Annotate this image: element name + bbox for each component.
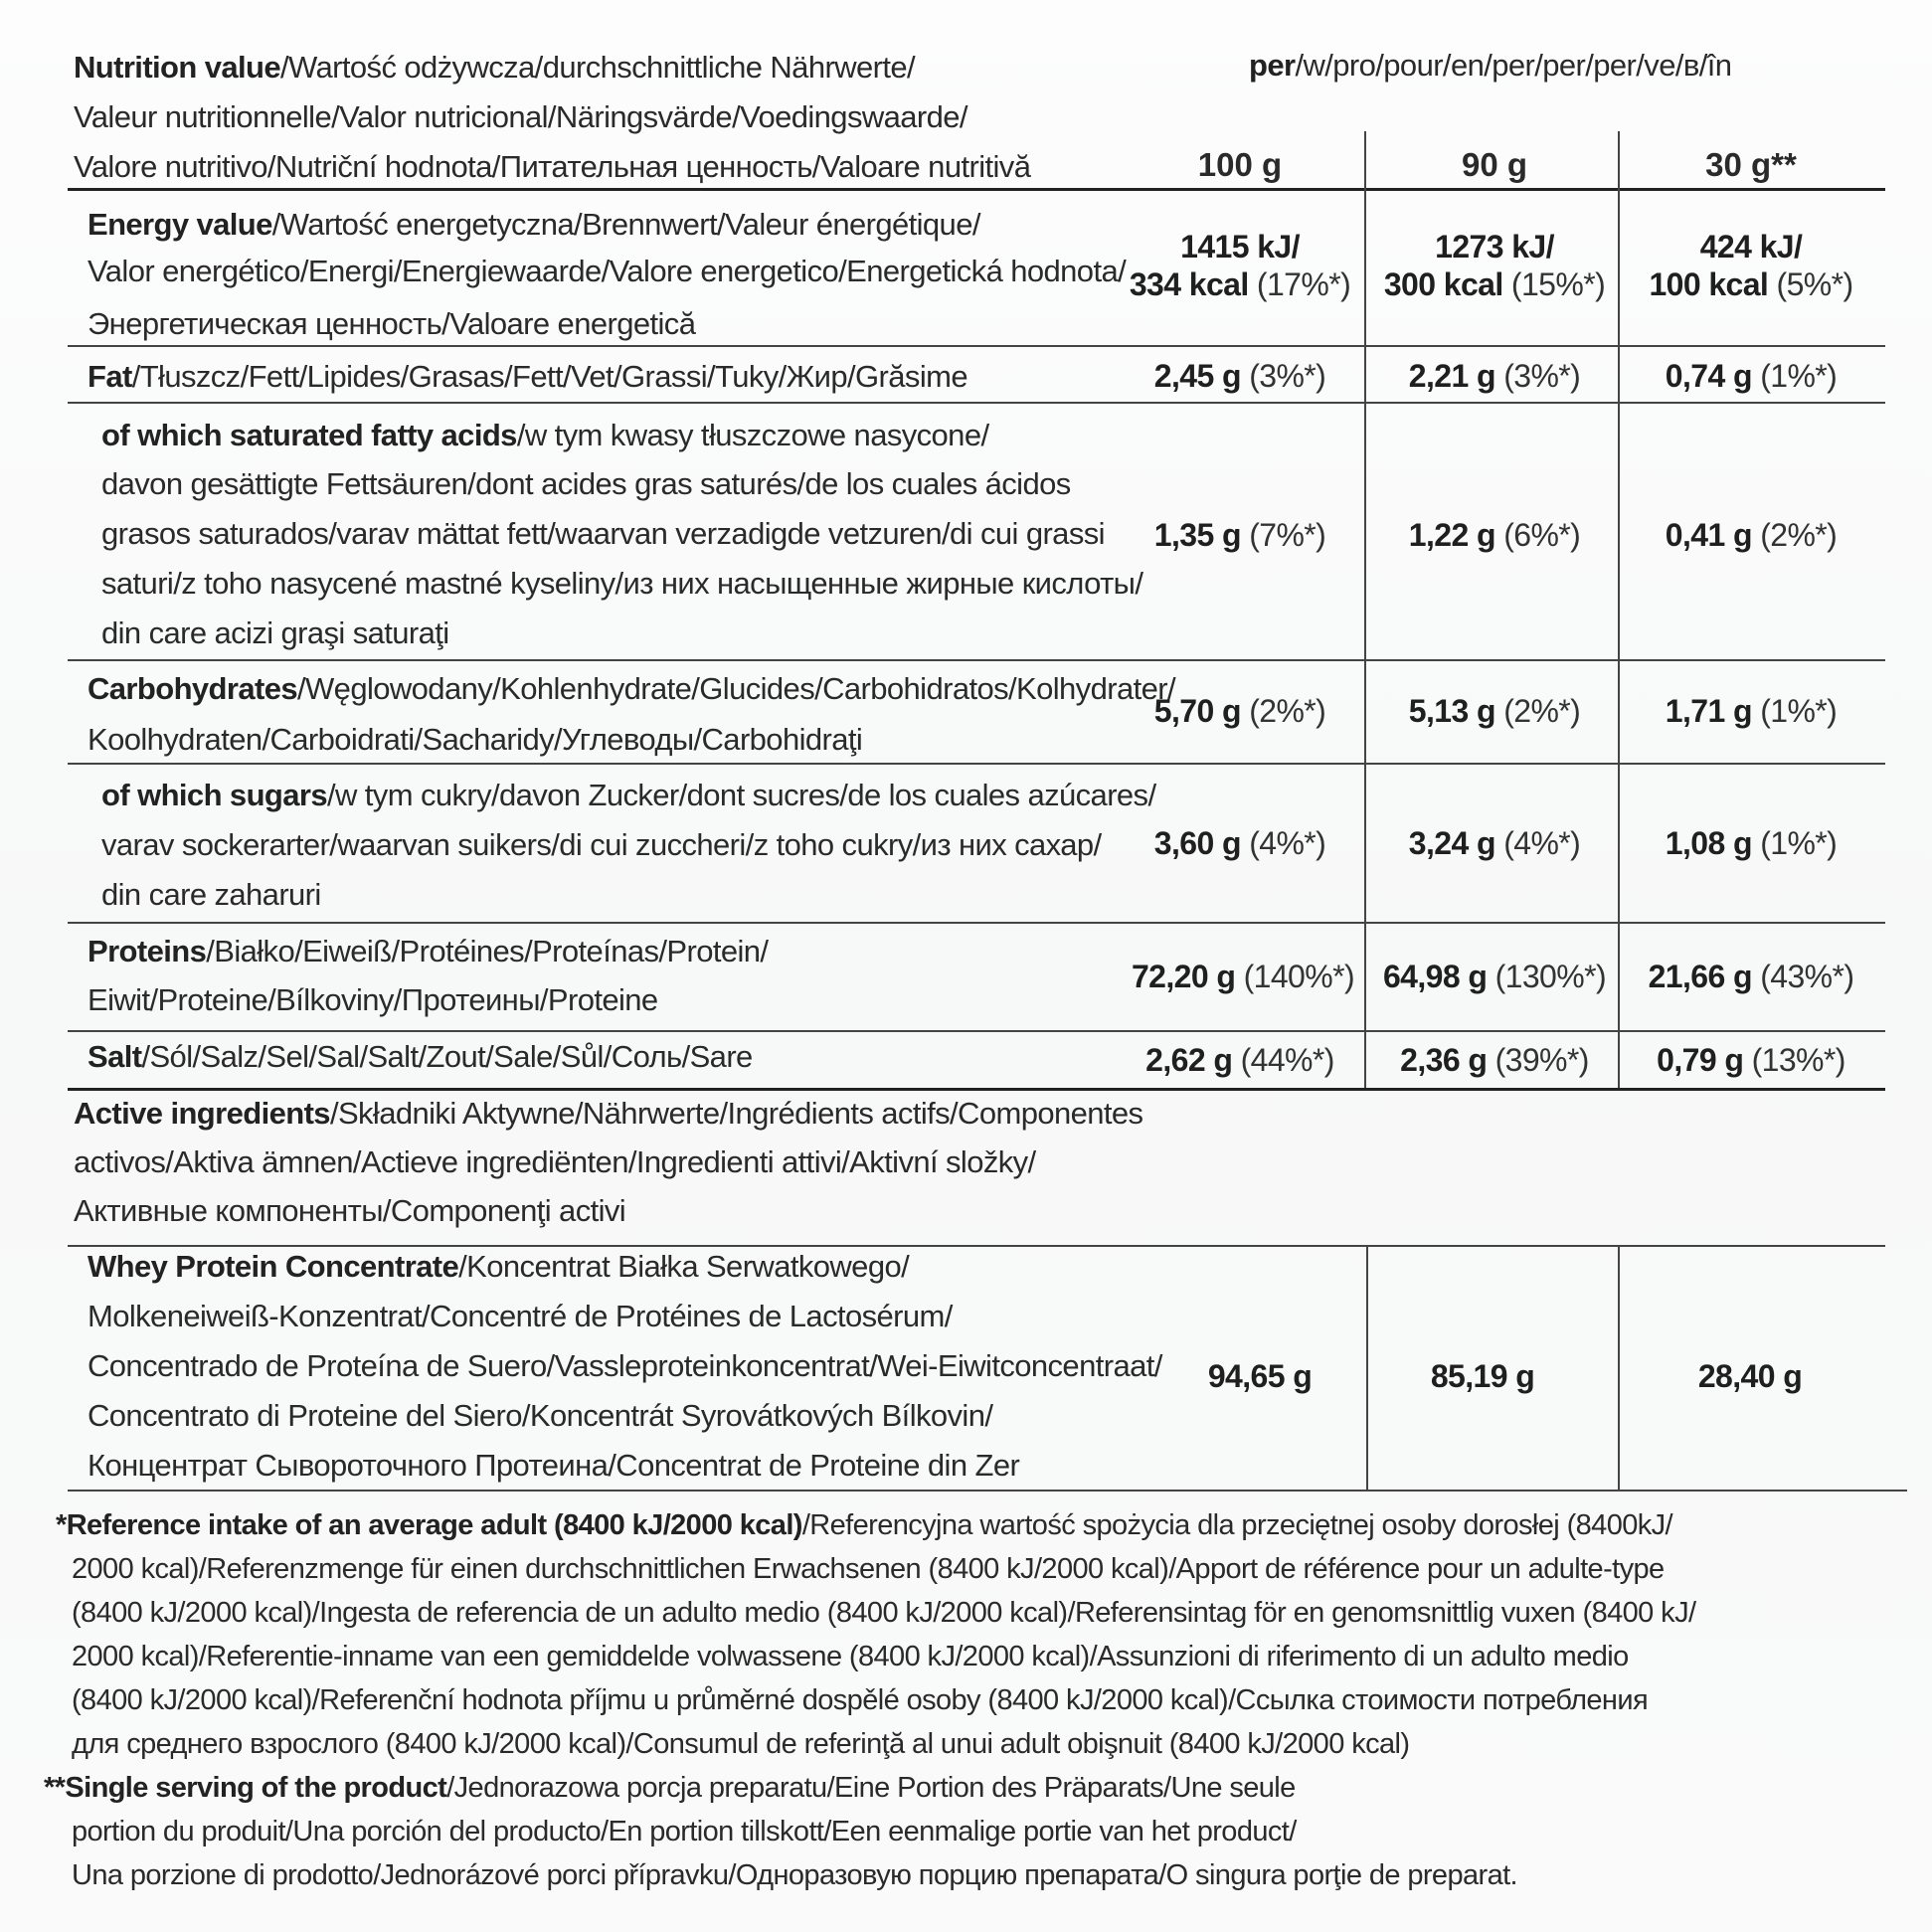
salt-label bbox=[88, 1037, 753, 1077]
fat-100g bbox=[1154, 356, 1325, 396]
carbs-30g bbox=[1666, 691, 1837, 731]
sugars-label-bold: of which sugars bbox=[101, 778, 327, 812]
salt-30g-percent: (13%*) bbox=[1743, 1042, 1845, 1078]
carbs-100g-value: 5,70 g bbox=[1153, 693, 1241, 729]
proteins-90g-value: 64,98 g bbox=[1382, 959, 1488, 994]
sugars-100g bbox=[1154, 823, 1325, 863]
saturated-30g-value: 0,41 g bbox=[1665, 517, 1752, 553]
whey-column-divider-2 bbox=[1618, 1245, 1620, 1490]
column-header-90g: 90 g bbox=[1461, 146, 1528, 183]
fat-30g-value: 0,74 g bbox=[1665, 358, 1752, 394]
whey-30g-value: 28,40 g bbox=[1697, 1358, 1803, 1394]
sugars-30g bbox=[1666, 823, 1837, 863]
saturated-label-line-2: davon gesättigte Fettsäuren/dont acides gras saturés/de los cuales ácidos bbox=[101, 466, 1071, 501]
carbs-100g-percent: (2%*) bbox=[1240, 693, 1326, 729]
fat-label-bold: Fat bbox=[88, 359, 132, 394]
footnote-serving-line-1 bbox=[44, 1767, 1296, 1809]
whey-label-line-2: Molkeneiweiß-Konzentrat/Concentré de Protéines de Lactosérum/ bbox=[88, 1299, 953, 1333]
row-divider-sugars bbox=[68, 922, 1885, 924]
row-divider-carbs bbox=[68, 763, 1885, 765]
sugars-label-line-1 bbox=[101, 776, 1155, 815]
footnote-reference-line-3: (8400 kJ/2000 kcal)/Ingesta de referencia de un adulto medio (8400 kJ/2000 kcal)/Referensintag för en genomsnittlig vuxen (8400 kJ/ bbox=[72, 1597, 1696, 1629]
energy-90g-kcal-value: 300 kcal bbox=[1383, 266, 1503, 302]
energy-100g-kcal bbox=[1130, 264, 1350, 304]
energy-30g-kj-value: 424 kJ/ bbox=[1699, 229, 1803, 264]
fat-100g-value: 2,45 g bbox=[1153, 358, 1241, 394]
footnote-serving-line-3: Una porzione di prodotto/Jednorázové porci přípravku/Одноразовую порцию препарата/O singura porţie de preparat. bbox=[72, 1859, 1518, 1891]
footnote-serving-bold: Single serving of the product bbox=[65, 1772, 447, 1804]
saturated-label-line-3: grasos saturados/varav mättat fett/waarvan verzadigde vetzuren/di cui grassi bbox=[101, 516, 1105, 551]
active-label-line-3: Активные компоненты/Componenţi activi bbox=[74, 1193, 626, 1228]
carbs-30g-value: 1,71 g bbox=[1665, 693, 1752, 729]
whey-30g bbox=[1698, 1356, 1802, 1396]
energy-90g-kcal bbox=[1384, 264, 1605, 304]
salt-100g bbox=[1145, 1040, 1334, 1080]
energy-90g-kj bbox=[1435, 227, 1554, 266]
footnote-reference-line-1 bbox=[56, 1504, 1672, 1546]
fat-90g-value: 2,21 g bbox=[1408, 358, 1495, 394]
proteins-label-line-2: Eiwit/Proteine/Bílkoviny/Протеины/Proteine bbox=[88, 982, 658, 1017]
saturated-label-rest: /w tym kwasy tłuszczowe nasycone/ bbox=[516, 418, 989, 452]
energy-90g-kj-value: 1273 kJ/ bbox=[1435, 229, 1554, 264]
fat-100g-percent: (3%*) bbox=[1240, 358, 1326, 394]
sugars-100g-percent: (4%*) bbox=[1240, 825, 1326, 861]
footnote-reference-line-5: (8400 kJ/2000 kcal)/Referenční hodnota příjmu u průměrné dospělé osoby (8400 kJ/2000 kcal)/Ссылка стоимости потребления bbox=[72, 1684, 1649, 1716]
row-divider-energy bbox=[68, 345, 1885, 347]
proteins-label-rest: /Białko/Eiweiß/Protéines/Proteínas/Protein/ bbox=[206, 934, 769, 968]
per-label bbox=[1249, 46, 1731, 86]
whey-90g-value: 85,19 g bbox=[1430, 1358, 1535, 1394]
per-rest: /w/pro/pour/en/per/per/per/ve/в/în bbox=[1295, 48, 1732, 83]
whey-column-divider-1 bbox=[1366, 1245, 1368, 1490]
column-divider-2 bbox=[1618, 131, 1620, 1088]
whey-label-rest: /Koncentrat Białka Serwatkowego/ bbox=[458, 1249, 910, 1284]
energy-30g-kcal-value: 100 kcal bbox=[1649, 266, 1769, 302]
energy-100g-kj bbox=[1180, 227, 1300, 266]
proteins-100g-percent: (140%*) bbox=[1235, 959, 1355, 994]
carbs-30g-percent: (1%*) bbox=[1751, 693, 1838, 729]
energy-90g-percent: (15%*) bbox=[1502, 266, 1606, 302]
energy-label-line-3: Энергетическая ценность/Valoare energetică bbox=[88, 306, 696, 341]
salt-90g-value: 2,36 g bbox=[1400, 1042, 1488, 1078]
salt-100g-value: 2,62 g bbox=[1145, 1042, 1233, 1078]
saturated-label-line-4: saturi/z toho nasycené mastné kyseliny/из них насыщенные жирные кислоты/ bbox=[101, 566, 1143, 601]
whey-label-line-1 bbox=[88, 1247, 909, 1287]
sugars-90g bbox=[1409, 823, 1580, 863]
proteins-30g-percent: (43%*) bbox=[1751, 959, 1854, 994]
row-divider-salt bbox=[68, 1088, 1885, 1091]
footnote-reference-star: * bbox=[56, 1509, 67, 1541]
footnote-serving-rest: /Jednorazowa porcja preparatu/Eine Portion des Präparats/Une seule bbox=[446, 1772, 1296, 1804]
fat-90g bbox=[1409, 356, 1580, 396]
carbs-label-rest: /Węglowodany/Kohlenhydrate/Glucides/Carbohidratos/Kolhydrater/ bbox=[297, 671, 1175, 706]
saturated-90g-percent: (6%*) bbox=[1494, 517, 1581, 553]
sugars-label-line-3: din care zaharuri bbox=[101, 877, 321, 912]
row-divider-saturated bbox=[68, 659, 1885, 661]
footnote-serving-star: ** bbox=[44, 1772, 66, 1804]
carbs-label-line-1 bbox=[88, 669, 1175, 709]
whey-100g bbox=[1208, 1356, 1312, 1396]
sugars-30g-percent: (1%*) bbox=[1751, 825, 1838, 861]
active-label-rest: /Składniki Aktywne/Nährwerte/Ingrédients actifs/Componentes bbox=[329, 1096, 1143, 1131]
footnote-serving-line-2: portion du produit/Una porción del producto/En portion tillskott/Een eenmalige portie van het product/ bbox=[72, 1816, 1297, 1847]
saturated-100g bbox=[1154, 515, 1325, 555]
sugars-label-line-2: varav sockerarter/waarvan suikers/di cui zuccheri/z toho cukry/из них сахар/ bbox=[101, 827, 1102, 862]
sugars-90g-percent: (4%*) bbox=[1494, 825, 1581, 861]
active-label-line-2: activos/Aktiva ämnen/Actieve ingrediënten/Ingredienti attivi/Aktivní složky/ bbox=[74, 1144, 1036, 1179]
salt-100g-percent: (44%*) bbox=[1232, 1042, 1334, 1078]
footnote-reference-rest: /Referencyjna wartość spożycia dla przeciętnej osoby dorosłej (8400kJ/ bbox=[801, 1509, 1673, 1541]
whey-label-bold: Whey Protein Concentrate bbox=[88, 1249, 459, 1284]
row-divider-proteins bbox=[68, 1030, 1885, 1032]
salt-90g-percent: (39%*) bbox=[1487, 1042, 1589, 1078]
proteins-30g-value: 21,66 g bbox=[1648, 959, 1752, 994]
active-label-bold: Active ingredients bbox=[74, 1096, 330, 1131]
carbs-90g-value: 5,13 g bbox=[1408, 693, 1495, 729]
sugars-label-rest: /w tym cukry/davon Zucker/dont sucres/de los cuales azúcares/ bbox=[326, 778, 1156, 812]
column-header-100g: 100 g bbox=[1197, 146, 1283, 183]
saturated-30g bbox=[1666, 515, 1837, 555]
header-title-bold: Nutrition value bbox=[74, 50, 281, 85]
proteins-label-line-1 bbox=[88, 932, 768, 971]
footnote-reference-line-4: 2000 kcal)/Referentie-inname van een gemiddelde volwassene (8400 kJ/2000 kcal)/Assunzioni di riferimento di un adulto medio bbox=[72, 1641, 1629, 1672]
salt-90g bbox=[1400, 1040, 1589, 1080]
saturated-90g bbox=[1409, 515, 1580, 555]
footnote-reference-line-6: для среднего взрослого (8400 kJ/2000 kcal)/Consumul de referinţă al unui adult obişnuit (8400 kJ/2000 kcal) bbox=[72, 1728, 1410, 1760]
energy-30g-kcal bbox=[1649, 264, 1852, 304]
sugars-100g-value: 3,60 g bbox=[1153, 825, 1241, 861]
salt-label-bold: Salt bbox=[88, 1039, 142, 1074]
energy-label-rest: /Wartość energetyczna/Brennwert/Valeur énergétique/ bbox=[271, 207, 980, 242]
footnote-reference-line-2: 2000 kcal)/Referenzmenge für einen durchschnittlichen Erwachsenen (8400 kJ/2000 kcal)/Apport de référence pour un adulte-type bbox=[72, 1553, 1665, 1585]
proteins-100g bbox=[1132, 957, 1354, 996]
energy-100g-percent: (17%*) bbox=[1248, 266, 1351, 302]
whey-label-line-4: Concentrato di Proteine del Siero/Koncentrát Syrovátkových Bílkovin/ bbox=[88, 1398, 993, 1433]
whey-100g-value: 94,65 g bbox=[1207, 1358, 1313, 1394]
saturated-label-line-1 bbox=[101, 416, 988, 455]
saturated-label-line-5: din care acizi graşi saturaţi bbox=[101, 615, 449, 650]
column-header-30g: 30 g** bbox=[1705, 146, 1797, 183]
table-header-rule bbox=[68, 188, 1885, 191]
fat-label bbox=[88, 357, 967, 397]
row-divider-active bbox=[68, 1245, 1885, 1247]
fat-30g-percent: (1%*) bbox=[1751, 358, 1838, 394]
energy-30g-percent: (5%*) bbox=[1768, 266, 1853, 302]
row-divider-fat bbox=[68, 402, 1885, 404]
column-divider-1 bbox=[1364, 131, 1366, 1088]
whey-label-line-3: Concentrado de Proteína de Suero/Vassleproteinkoncentrat/Wei-Eiwitconcentraat/ bbox=[88, 1348, 1162, 1383]
fat-label-rest: /Tłuszcz/Fett/Lipides/Grasas/Fett/Vet/Grassi/Tuky/Жир/Grăsime bbox=[131, 359, 967, 394]
footnote-reference-bold: Reference intake of an average adult (8400 kJ/2000 kcal) bbox=[66, 1509, 802, 1541]
per-bold: per bbox=[1249, 48, 1296, 83]
proteins-90g bbox=[1383, 957, 1606, 996]
table-bottom-rule bbox=[68, 1490, 1907, 1492]
energy-100g-kj-value: 1415 kJ/ bbox=[1180, 229, 1300, 264]
saturated-30g-percent: (2%*) bbox=[1751, 517, 1838, 553]
header-title-line-1 bbox=[74, 48, 915, 88]
energy-label-line-1 bbox=[88, 205, 980, 245]
carbs-label-line-2: Koolhydraten/Carboidrati/Sacharidy/Углеводы/Carbohidraţi bbox=[88, 722, 863, 757]
saturated-label-bold: of which saturated fatty acids bbox=[101, 418, 517, 452]
energy-100g-kcal-value: 334 kcal bbox=[1129, 266, 1249, 302]
header-title-rest: /Wartość odżywcza/durchschnittliche Nährwerte/ bbox=[280, 50, 916, 85]
salt-label-rest: /Sól/Salz/Sel/Sal/Salt/Zout/Sale/Sůl/Соль/Sare bbox=[141, 1039, 753, 1074]
whey-label-line-5: Концентрат Сывороточного Протеина/Concentrat de Proteine din Zer bbox=[88, 1448, 1020, 1483]
carbs-100g bbox=[1154, 691, 1325, 731]
header-title-line-3: Valore nutritivo/Nutriční hodnota/Питательная ценность/Valoare nutritivă bbox=[74, 149, 1031, 184]
sugars-30g-value: 1,08 g bbox=[1665, 825, 1752, 861]
fat-90g-percent: (3%*) bbox=[1494, 358, 1581, 394]
saturated-100g-percent: (7%*) bbox=[1240, 517, 1326, 553]
proteins-30g bbox=[1649, 957, 1854, 996]
carbs-label-bold: Carbohydrates bbox=[88, 671, 297, 706]
whey-90g bbox=[1431, 1356, 1534, 1396]
fat-30g bbox=[1666, 356, 1837, 396]
carbs-90g-percent: (2%*) bbox=[1494, 693, 1581, 729]
saturated-90g-value: 1,22 g bbox=[1408, 517, 1495, 553]
proteins-100g-value: 72,20 g bbox=[1131, 959, 1236, 994]
carbs-90g bbox=[1409, 691, 1580, 731]
proteins-90g-percent: (130%*) bbox=[1487, 959, 1607, 994]
salt-30g bbox=[1657, 1040, 1845, 1080]
energy-label-bold: Energy value bbox=[88, 207, 272, 242]
header-title-line-2: Valeur nutritionnelle/Valor nutricional/Näringsvärde/Voedingswaarde/ bbox=[74, 99, 967, 134]
active-label-line-1 bbox=[74, 1094, 1142, 1134]
saturated-100g-value: 1,35 g bbox=[1153, 517, 1241, 553]
proteins-label-bold: Proteins bbox=[88, 934, 207, 968]
energy-label-line-2: Valor energético/Energi/Energiewaarde/Valore energetico/Energetická hodnota/ bbox=[88, 254, 1127, 288]
energy-30g-kj bbox=[1700, 227, 1803, 266]
salt-30g-value: 0,79 g bbox=[1657, 1042, 1744, 1078]
sugars-90g-value: 3,24 g bbox=[1408, 825, 1495, 861]
